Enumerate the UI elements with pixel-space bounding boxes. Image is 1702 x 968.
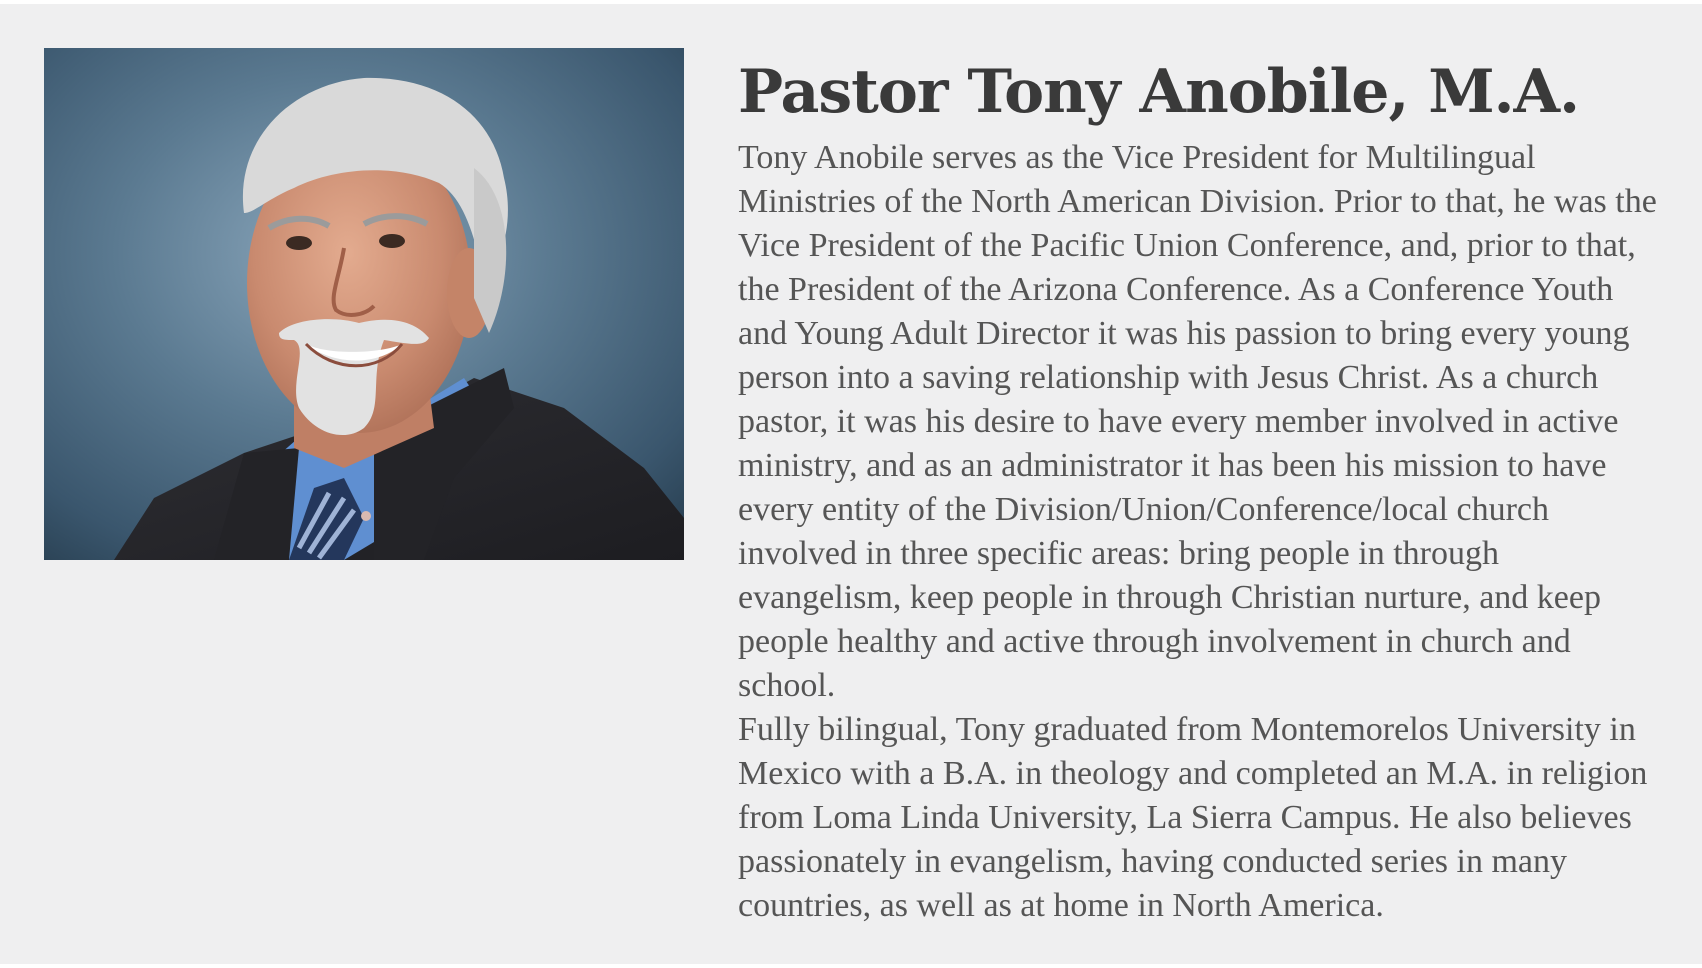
page-title: Pastor Tony Anobile, M.A.: [738, 57, 1579, 127]
portrait-photo-icon: [44, 48, 684, 560]
bio-paragraph-1: Tony Anobile serves as the Vice President for Multilingual Ministries of the North American Division. Prior to that, he was the Vice President of the Pacific Union Conference, and, prior to that, the President of the Arizona Conference. As a Conference Youth and Young Adult Director it was his passion to bring every young person into a saving relationship with Jesus Christ. As a church pastor, it was his desire to have every member involved in active ministry, and as an administrator it has been his mission to have every entity of the Division/Union/Conference/local church involved in three specific areas: bring people in through evangelism, keep people in through Christian nurture, and keep people healthy and active through involvement in church and school.: [738, 139, 1657, 704]
bio-page: [0, 4, 1702, 964]
bio-paragraph-2: Fully bilingual, Tony graduated from Montemorelos University in Mexico with a B.A. in theology and completed an M.A. in religion from Loma Linda University, La Sierra Campus. He also believes passionately in evangelism, having conducted series in many countries, as well as at home in North America.: [738, 711, 1648, 924]
profile-photo: [44, 48, 684, 560]
bio-section: [738, 48, 1662, 928]
